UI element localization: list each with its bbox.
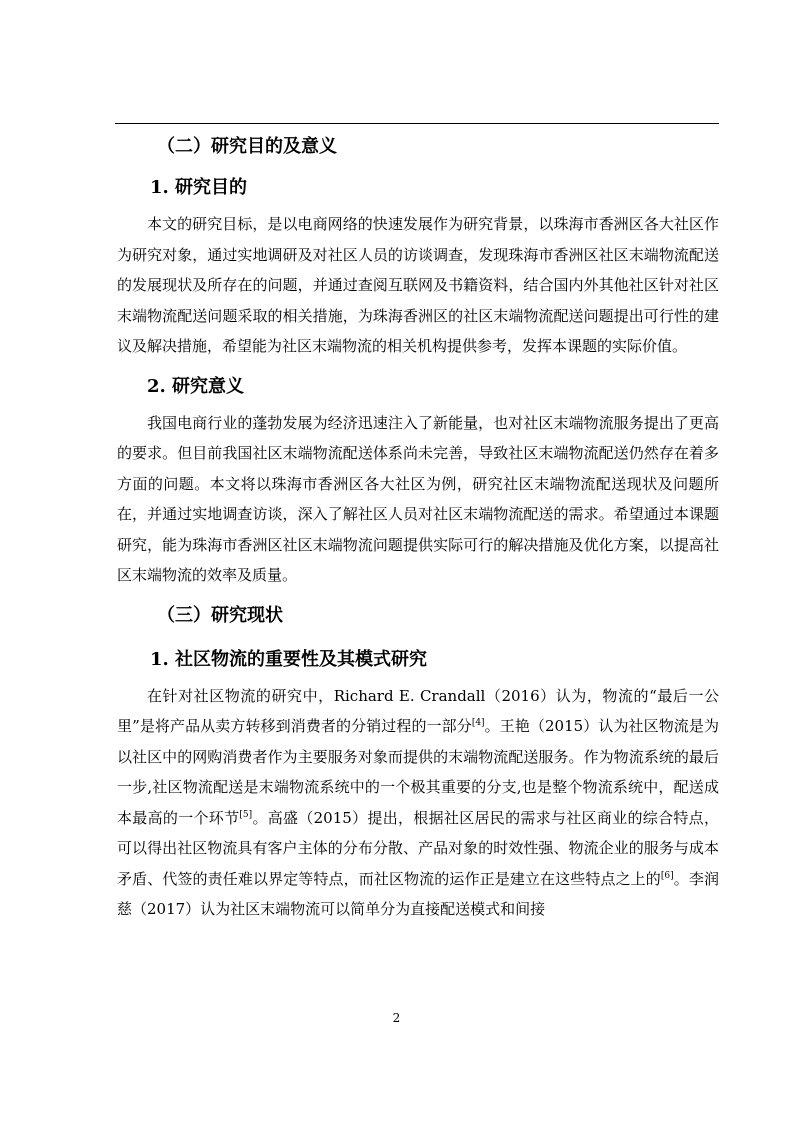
paragraph-research-significance: 我国电商行业的蓬勃发展为经济迅速注入了新能量，也对社区末端物流服务提出了更高的要求。但目前我国社区末端物流配送体系尚未完善，导致社区末端物流配送仍然存在着多方面的问题。本文将以珠海市香洲区各大社区为例，研究社区末端物流配送现状及问题所在，并通过实地调查访谈，深入了解社区人员对社区末端物流配送的需求。希望通过本课题研究，能为珠海市香洲区社区末端物流问题提供实际可行的解决措施及优化方案，以提高社区末端物流的效率及质量。 (117, 413, 719, 584)
section-heading-research-status: （三）研究现状 (157, 604, 283, 626)
citation-ref-4: [4] (471, 718, 485, 728)
status-text-part-2: 。王艳（2015）认为社区物流是为以社区中的网购消费者作为主要服务对象而提供的末端物流配送服务。作为物流系统的最后一步,社区物流配送是末端物流系统中的一个极其重要的分支,也是整个物流系统中，配送成本最高的一个环节 (117, 717, 719, 827)
page-number: 2 (392, 1011, 401, 1025)
subheading-research-purpose: 1. 研究目的 (150, 177, 248, 198)
status-text-part-3: 。高盛（2015）提出，根据社区居民的需求与社区商业的综合特点，可以得出社区物流具有客户主体的分布分散、产品对象的时效性强、物流企业的服务与成本矛盾、代签的责任难以界定等特点，而社区物流的运作正是建立在这些特点之上的 (117, 808, 719, 888)
paragraph-research-purpose: 本文的研究目标，是以电商网络的快速发展作为研究背景，以珠海市香洲区各大社区作为研究对象，通过实地调研及对社区人员的访谈调查，发现珠海市香洲区社区末端物流配送的发展现状及所存在的问题，并通过查阅互联网及书籍资料，结合国内外其他社区针对社区末端物流配送问题采取的相关措施，为珠海香洲区的社区末端物流配送问题提出可行性的建议及解决措施，希望能为社区末端物流的相关机构提供参考，发挥本课题的实际价值。 (117, 215, 719, 355)
status-text-part-1: 在针对社区物流的研究中，Richard E. Crandall（2016）认为，物流的“最后一公里”是将产品从卖方转移到消费者的分销过程的一部分 (117, 686, 719, 735)
subheading-research-significance: 2. 研究意义 (147, 375, 245, 397)
citation-ref-6: [6] (660, 870, 674, 881)
section-heading-research-purpose-significance: （二）研究目的及意义 (157, 136, 337, 157)
page-body (117, 130, 719, 925)
paragraph-research-status (117, 681, 719, 925)
subheading-community-logistics: 1. 社区物流的重要性及其模式研究 (150, 648, 428, 670)
header-rule (115, 123, 719, 124)
status-text-part-4: 。李润慈（2017）认为社区末端物流可以简单分为直接配送模式和间接 (117, 869, 719, 918)
citation-ref-5: [5] (239, 809, 253, 820)
